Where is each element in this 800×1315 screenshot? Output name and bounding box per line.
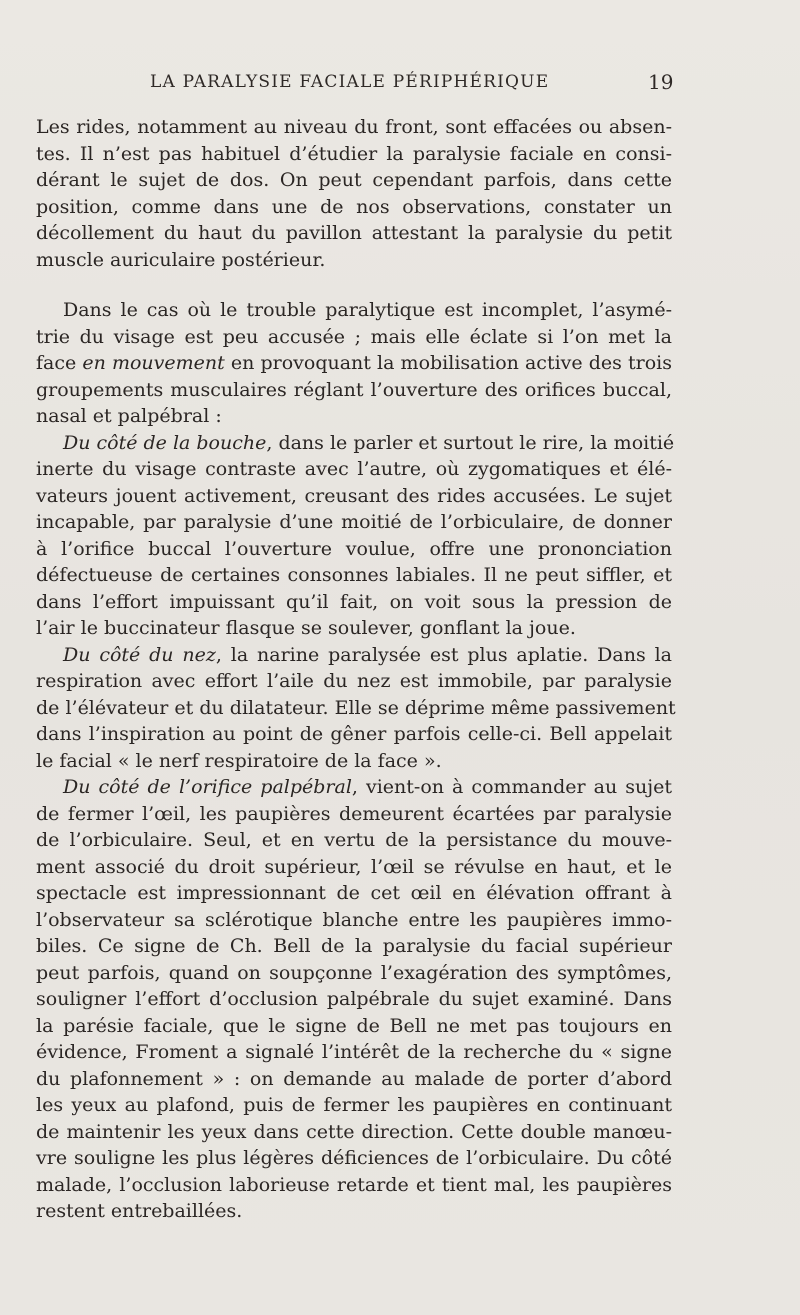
running-title: LA PARALYSIE FACIALE PÉRIPHÉRIQUE [150, 72, 550, 92]
text-line [36, 642, 672, 669]
text-line: la parésie faciale, que le signe de Bell ne met pas toujours en [36, 1014, 672, 1037]
text-line: restent entrebaillées. [36, 1200, 243, 1222]
text-run: en provoquant la mobilisation active des trois [224, 352, 672, 374]
text-line: les yeux au plafond, puis de fermer les paupières en continuant [36, 1094, 672, 1116]
text-line: ment associé du droit supérieur, l’œil se révulse en haut, et le [36, 855, 672, 878]
text-line: incapable, par paralysie d’une moitié de l’orbiculaire, de donner [36, 511, 672, 533]
text-line: vre souligne les plus légères déficiences de l’orbiculaire. Du côté [36, 1147, 672, 1169]
text-line: du plafonnement » : on demande au malade de porter d’abord [36, 1067, 672, 1090]
text-line: groupements musculaires réglant l’ouverture des orifices buccal, [36, 378, 672, 401]
italic-phrase: Du côté de la bouche [63, 431, 267, 454]
text-run: , dans le parler et surtout le rire, la moitié [266, 431, 675, 454]
text-line: de l’élévateur et du dilatateur. Elle se déprime même passivement [36, 696, 676, 719]
text-line: Les rides, notamment au niveau du front, sont effacées ou absen- [36, 116, 672, 138]
text-line: décollement du haut du pavillon attestant la paralysie du petit [36, 222, 672, 244]
text-line: dans l’effort impuissant qu’il fait, on voit sous la pression de [36, 590, 672, 613]
italic-phrase: Du côté de l’orifice palpébral [63, 776, 352, 798]
text-line: nasal et palpébral : [36, 405, 222, 427]
page-number: 19 [648, 70, 674, 94]
italic-phrase: en mouvement [82, 352, 225, 374]
text-line: le facial « le nerf respiratoire de la face ». [36, 749, 442, 772]
text-line: l’air le buccinateur flasque se soulever, gonflant la joue. [36, 617, 576, 639]
text-line: trie du visage est peu accusée ; mais elle éclate si l’on met la [36, 325, 672, 348]
text-run: face [36, 352, 83, 374]
text-line [36, 430, 675, 457]
text-line: dans l’inspiration au point de gêner parfois celle-ci. Bell appelait [36, 723, 672, 745]
text-line: de fermer l’œil, les paupières demeurent écartées par paralysie [36, 802, 672, 825]
text-line: tes. Il n’est pas habituel d’étudier la paralysie faciale en consi- [36, 142, 672, 165]
text-line: de maintenir les yeux dans cette direction. Cette double manœu- [36, 1120, 672, 1143]
text-line: peut parfois, quand on soupçonne l’exagération des symptômes, [36, 961, 672, 984]
text-line: Dans le cas où le trouble paralytique est incomplet, l’asymé- [63, 299, 672, 321]
text-run: , vient-on à commander au sujet [351, 776, 673, 798]
paragraph-gap [36, 273, 672, 297]
text-line: défectueuse de certaines consonnes labiales. Il ne peut siffler, et [36, 564, 672, 586]
body-text [36, 114, 676, 1225]
text-line: à l’orifice buccal l’ouverture voulue, offre une prononciation [36, 537, 672, 560]
text-line: de l’orbiculaire. Seul, et en vertu de la persistance du mouve- [36, 829, 672, 851]
text-line: inerte du visage contraste avec l’autre, où zygomatiques et élé- [36, 458, 672, 480]
text-line: respiration avec effort l’aile du nez est immobile, par paralysie [36, 670, 672, 692]
text-line [36, 774, 672, 801]
text-line [36, 350, 672, 377]
text-line: l’observateur sa sclérotique blanche entre les paupières immo- [36, 908, 672, 931]
text-run: , la narine paralysée est plus aplatie. Dans la [215, 643, 672, 666]
text-line: dérant le sujet de dos. On peut cependant parfois, dans cette [36, 169, 672, 191]
text-line: malade, l’occlusion laborieuse retarde et tient mal, les paupières [36, 1173, 672, 1196]
italic-phrase: Du côté du nez [63, 643, 216, 666]
text-line: évidence, Froment a signalé l’intérêt de la recherche du « signe [36, 1041, 672, 1063]
text-line: muscle auriculaire postérieur. [36, 248, 326, 271]
running-head [0, 70, 800, 100]
text-line: spectacle est impressionnant de cet œil en élévation offrant à [36, 882, 672, 904]
text-line: vateurs jouent activement, creusant des rides accusées. Le sujet [36, 484, 672, 507]
text-line: biles. Ce signe de Ch. Bell de la paralysie du facial supérieur [36, 935, 672, 957]
text-line: position, comme dans une de nos observations, constater un [36, 195, 672, 218]
text-line: souligner l’effort d’occlusion palpébrale du sujet examiné. Dans [36, 988, 672, 1010]
